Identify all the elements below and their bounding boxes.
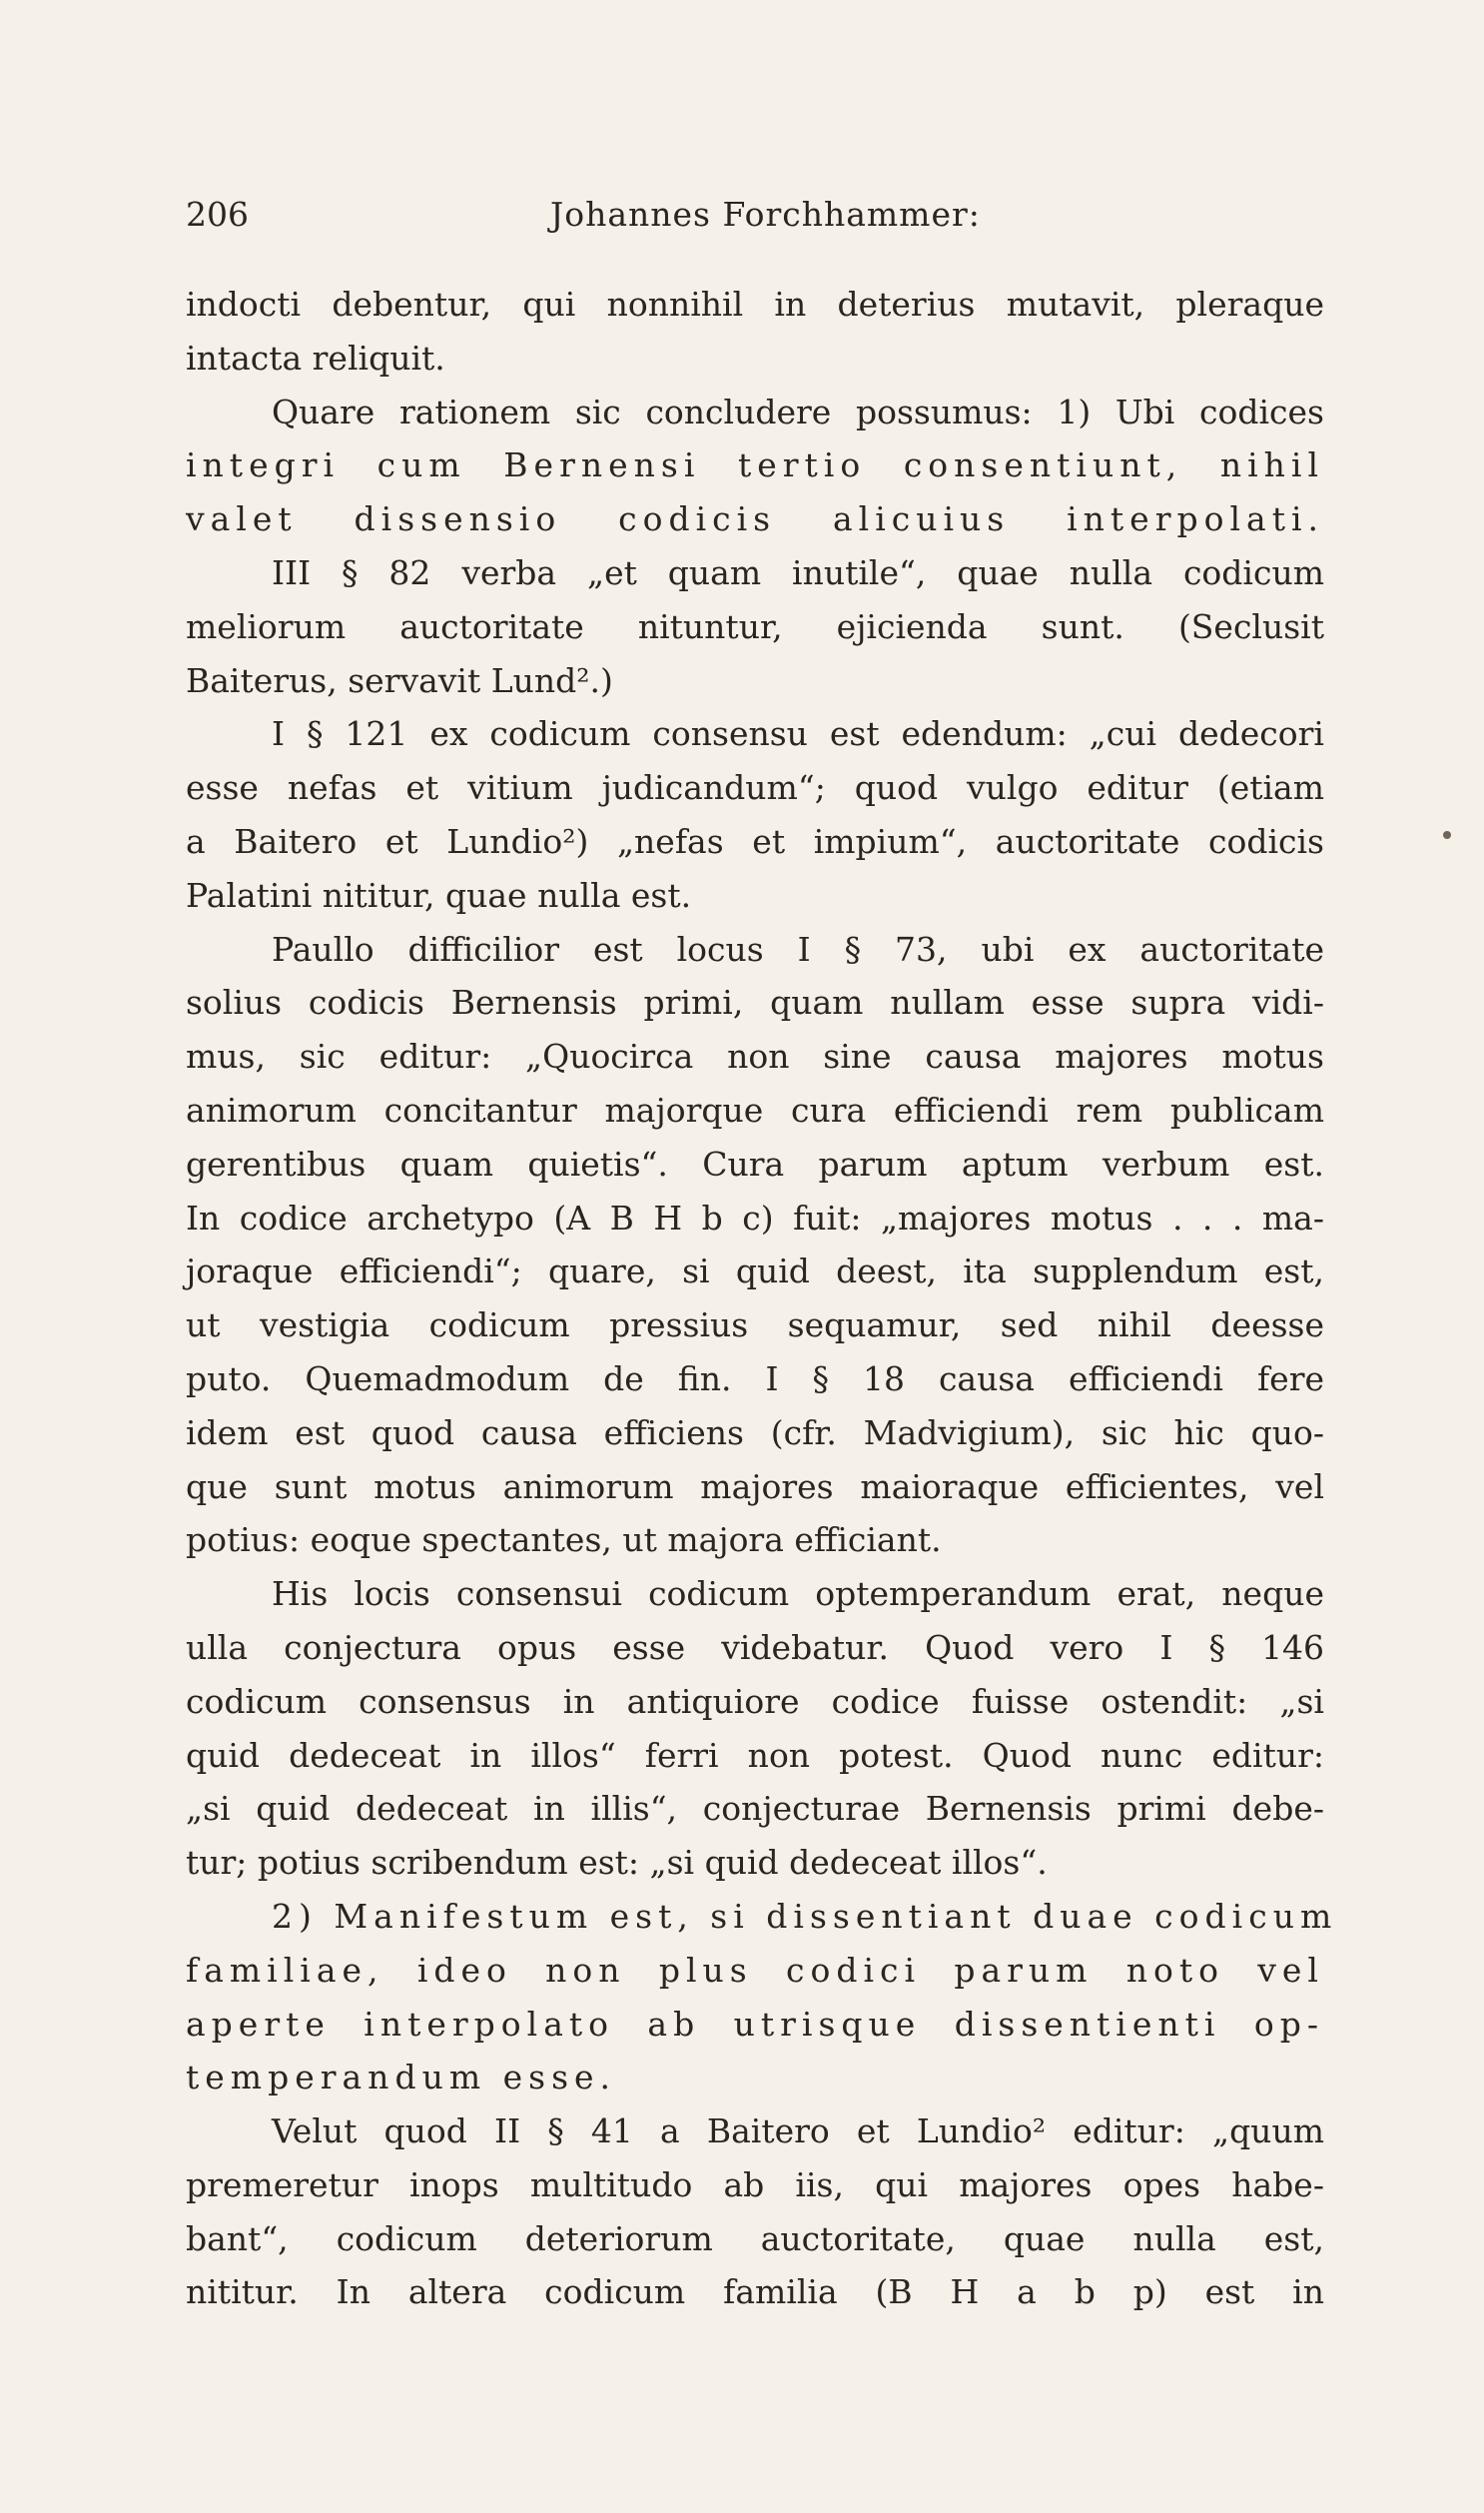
text-line: esse nefas et vitium judicandum“; quod vulgo editur (etiam <box>186 768 1324 808</box>
text-line: Palatini nititur, quae nulla est. <box>186 875 692 915</box>
text-line: codicum consensus in antiquiore codice fuisse ostendit: „si <box>186 1681 1324 1721</box>
text-line: Paullo difficilior est locus I § 73, ubi ex auctoritate <box>272 929 1324 969</box>
text-line: nititur. In altera codicum familia (B H a b p) est in <box>186 2272 1324 2312</box>
page-header <box>186 195 1324 245</box>
text-line: indocti debentur, qui nonnihil in deterius mutavit, pleraque <box>186 285 1324 324</box>
margin-mark <box>1443 831 1451 839</box>
text-line: premeretur inops multitudo ab iis, qui majores opes habe- <box>186 2164 1324 2204</box>
body-text <box>186 278 1338 2319</box>
text-line: temperandum esse. <box>186 2058 617 2097</box>
page-number: 206 <box>186 195 249 234</box>
text-line: Velut quod II § 41 a Baitero et Lundio² editur: „quum <box>272 2111 1324 2151</box>
running-head: Johannes Forchhammer: <box>550 195 981 234</box>
text-line: Baiterus, servavit Lund².) <box>186 660 613 700</box>
text-line: potius: eoque spectantes, ut majora efficiant. <box>186 1520 942 1560</box>
text-line: tur; potius scribendum est: „si quid dedeceat illos“. <box>186 1843 1048 1883</box>
text-line: valet dissensio codicis alicuius interpolati. <box>186 499 1324 539</box>
text-line: ulla conjectura opus esse videbatur. Quod vero I § 146 <box>186 1627 1324 1667</box>
text-line: „si quid dedeceat in illis“, conjecturae Bernensis primi debe- <box>186 1789 1324 1829</box>
text-line: I § 121 ex codicum consensu est edendum: „cui dedecori <box>272 714 1324 754</box>
text-line: ut vestigia codicum pressius sequamur, sed nihil deesse <box>186 1305 1324 1345</box>
text-line: a Baitero et Lundio²) „nefas et impium“, auctoritate codicis <box>186 821 1324 861</box>
text-line: His locis consensui codicum optemperandum erat, neque <box>272 1574 1324 1614</box>
text-line: bant“, codicum deteriorum auctoritate, quae nulla est, <box>186 2218 1324 2258</box>
text-line: animorum concitantur majorque cura efficiendi rem publicam <box>186 1090 1324 1130</box>
text-line: 2) Manifestum est, si dissentiant duae codicum <box>272 1896 1338 1936</box>
text-line: solius codicis Bernensis primi, quam nullam esse supra vidi- <box>186 983 1324 1023</box>
text-line: joraque efficiendi“; quare, si quid deest, ita supplendum est, <box>186 1252 1324 1291</box>
text-line: familiae, ideo non plus codici parum noto vel <box>186 1950 1324 1990</box>
text-line: In codice archetypo (A B H b c) fuit: „majores motus . . . ma- <box>186 1198 1324 1238</box>
text-line: meliorum auctoritate nituntur, ejicienda sunt. (Seclusit <box>186 606 1324 646</box>
text-line: Quare rationem sic concludere possumus: 1) Ubi codices <box>272 392 1324 431</box>
text-line: idem est quod causa efficiens (cfr. Madvigium), sic hic quo- <box>186 1412 1324 1452</box>
text-line: gerentibus quam quietis“. Cura parum aptum verbum est. <box>186 1144 1324 1184</box>
text-line: III § 82 verba „et quam inutile“, quae nulla codicum <box>272 552 1324 592</box>
text-line: quid dedeceat in illos“ ferri non potest. Quod nunc editur: <box>186 1735 1324 1775</box>
text-line: intacta reliquit. <box>186 338 445 378</box>
text-line: que sunt motus animorum majores maioraque efficientes, vel <box>186 1466 1324 1506</box>
text-line: mus, sic editur: „Quocirca non sine causa majores motus <box>186 1037 1324 1077</box>
text-line: puto. Quemadmodum de fin. I § 18 causa efficiendi fere <box>186 1358 1324 1398</box>
text-line: aperte interpolato ab utrisque dissentienti op- <box>186 2004 1324 2044</box>
text-line: integri cum Bernensi tertio consentiunt, nihil <box>186 445 1324 485</box>
